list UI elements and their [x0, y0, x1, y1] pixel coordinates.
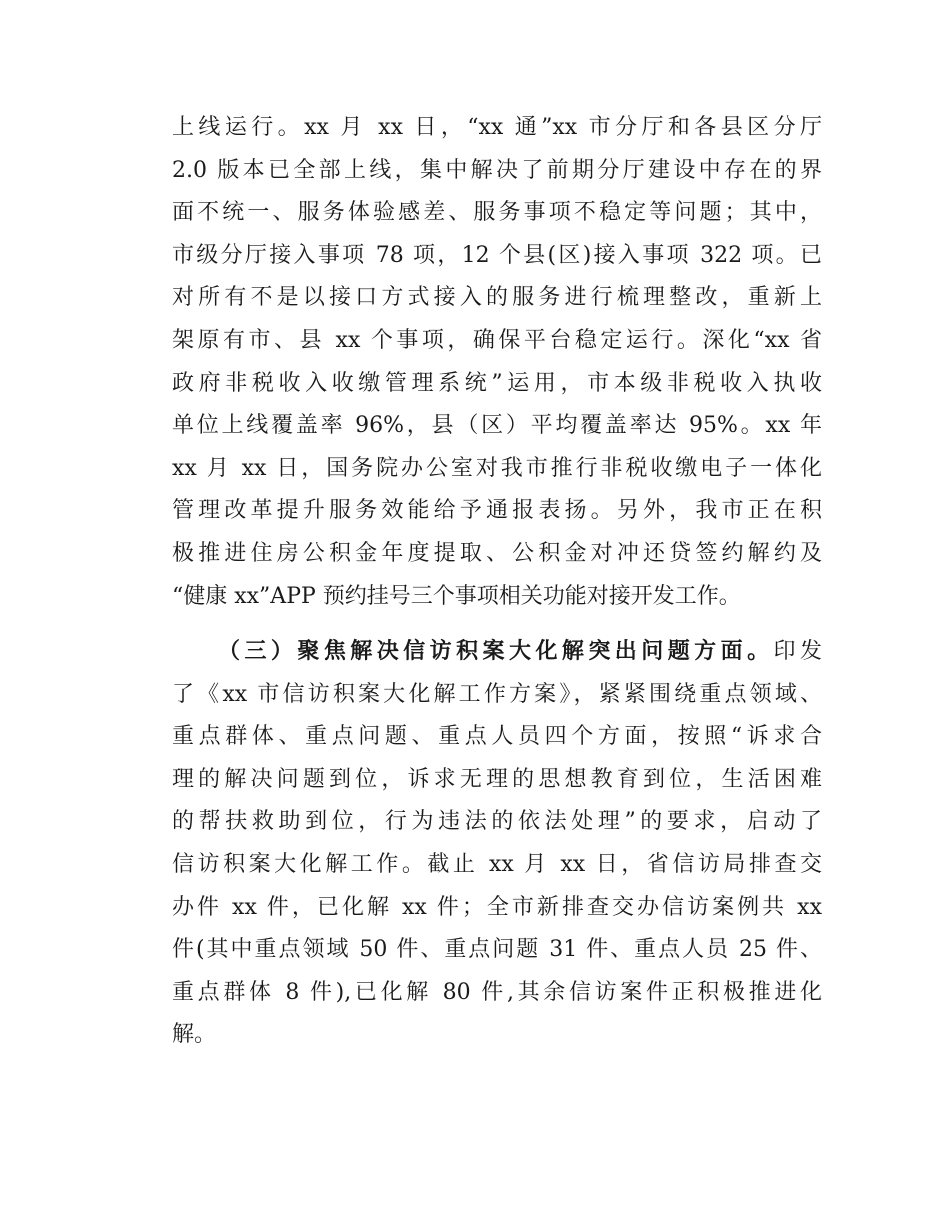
text-line: 管理改革提升服务效能给予通报表扬。另外，我市正在积	[172, 498, 822, 524]
text-line: 政府非税收入收缴管理系统”运用，市本级非税收入执收	[172, 370, 822, 396]
text-line: 重点群体 8 件),已化解 80 件,其余信访案件正积极推进化	[172, 979, 822, 1005]
text-line: 件(其中重点领域 50 件、重点问题 31 件、重点人员 25 件、	[172, 937, 822, 963]
text-line: 上线运行。xx 月 xx 日，“xx 通”xx 市分厅和各县区分厅	[172, 115, 822, 140]
text-line: 面不统一、服务体验感差、服务事项不稳定等问题；其中，	[172, 200, 822, 226]
text-line: 的帮扶救助到位，行为违法的依法处理”的要求，启动了	[172, 809, 822, 835]
text-line: 单位上线覆盖率 96%，县（区）平均覆盖率达 95%。xx 年	[172, 413, 822, 439]
text-line: 办件 xx 件，已化解 xx 件；全市新排查交办信访案例共 xx	[172, 894, 822, 920]
text-line: 市级分厅接入事项 78 项，12 个县(区)接入事项 322 项。已	[172, 242, 822, 268]
text-line: “健康 xx”APP 预约挂号三个事项相关功能对接开发工作。	[172, 583, 741, 609]
text-line: 架原有市、县 xx 个事项，确保平台稳定运行。深化“xx 省	[172, 327, 822, 353]
text-line: 解。	[172, 1022, 217, 1048]
text-line: 理的解决问题到位，诉求无理的思想教育到位，生活困难	[172, 766, 822, 792]
text-line: 极推进住房公积金年度提取、公积金对冲还贷签约解约及	[172, 540, 822, 566]
text-line: 对所有不是以接口方式接入的服务进行梳理整改，重新上	[172, 285, 822, 311]
paragraph-platform-services	[172, 107, 822, 618]
text-line: 信访积案大化解工作。截止 xx 月 xx 日，省信访局排查交	[172, 851, 822, 877]
text-line: 2.0 版本已全部上线，集中解决了前期分厅建设中存在的界	[172, 157, 822, 183]
paragraph-petition-backlog	[172, 631, 822, 1057]
text-line: xx 月 xx 日，国务院办公室对我市推行非税收缴电子一体化	[172, 455, 822, 481]
section-heading-line	[172, 631, 822, 674]
heading-line-rest: 印发	[773, 639, 822, 664]
text-line: 了《xx 市信访积案大化解工作方案》，紧紧围绕重点领域、	[172, 681, 822, 707]
text-line: 重点群体、重点问题、重点人员四个方面，按照“诉求合	[172, 724, 822, 750]
section-heading: （三）聚焦解决信访积案大化解突出问题方面。	[218, 639, 774, 664]
